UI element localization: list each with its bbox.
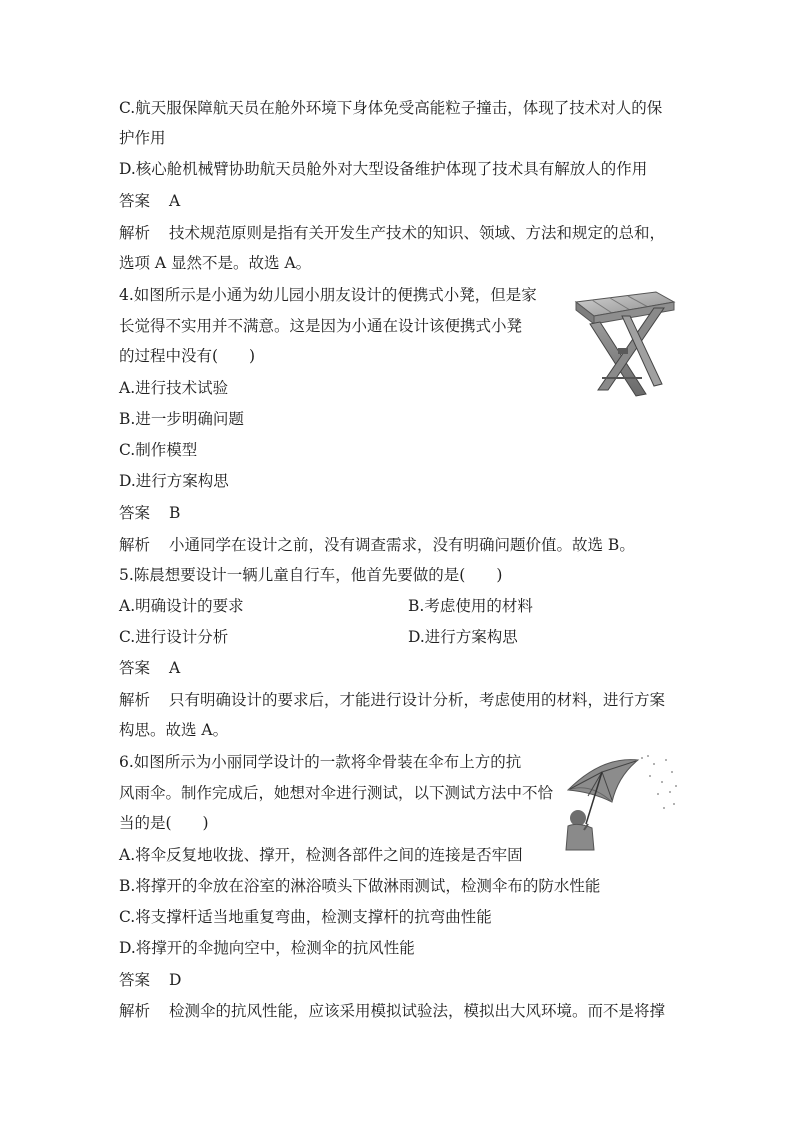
q3-option-d: D.核心舱机械臂协助航天员舱外对大型设备维护体现了技术具有解放人的作用 — [119, 160, 648, 178]
q4-option-c: C.制作模型 — [119, 441, 198, 459]
q4-answer — [119, 503, 180, 523]
q6-stem-line1: 6.如图所示为小丽同学设计的一款将伞骨装在伞布上方的抗 — [119, 753, 522, 771]
analysis-text: 检测伞的抗风性能，应该采用模拟试验法，模拟出大风环境。而不是将撑 — [169, 1002, 666, 1020]
q5-options-row1 — [119, 596, 679, 616]
q5-option-d: D.进行方案构思 — [408, 628, 518, 646]
umbrella-child-icon — [562, 752, 680, 852]
q5-answer — [119, 658, 180, 678]
q6-stem-line2: 风雨伞。制作完成后，她想对伞进行测试，以下测试方法中不恰 — [119, 784, 554, 802]
analysis-label: 解析 — [119, 224, 151, 242]
q4-stem-line2: 长觉得不实用并不满意。这是因为小通在设计该便携式小凳 — [119, 317, 523, 335]
q5-options-row2 — [119, 627, 679, 647]
answer-value: A — [169, 659, 181, 677]
q4-option-b: B.进一步明确问题 — [119, 410, 244, 428]
q6-stem-line3: 当的是( ) — [119, 814, 209, 832]
q5-option-a: A.明确设计的要求 — [119, 597, 244, 615]
q3-answer — [119, 191, 180, 211]
analysis-text: 小通同学在设计之前，没有调查需求，没有明确问题价值。故选 B。 — [169, 536, 635, 554]
q5-option-c: C.进行设计分析 — [119, 628, 229, 646]
q4-stem-line1: 4.如图所示是小通为幼儿园小朋友设计的便携式小凳，但是家 — [119, 286, 537, 304]
q3-option-c-line2: 护作用 — [119, 129, 166, 147]
q3-analysis-line2: 选项 A 显然不是。故选 A。 — [119, 254, 312, 272]
answer-value: D — [169, 971, 182, 989]
q6-answer — [119, 970, 181, 990]
analysis-label: 解析 — [119, 536, 151, 554]
answer-value: A — [169, 192, 181, 210]
q5-analysis-line1 — [119, 690, 665, 710]
analysis-label: 解析 — [119, 1002, 151, 1020]
q6-option-a: A.将伞反复地收拢、撑开，检测各部件之间的连接是否牢固 — [119, 846, 523, 864]
q5-stem: 5.陈晨想要设计一辆儿童自行车，他首先要做的是( ) — [119, 566, 503, 584]
analysis-text: 只有明确设计的要求后，才能进行设计分析，考虑使用的材料，进行方案 — [169, 691, 666, 709]
q6-option-d: D.将撑开的伞抛向空中，检测伞的抗风性能 — [119, 939, 415, 957]
answer-label: 答案 — [119, 659, 151, 677]
q6-option-b: B.将撑开的伞放在浴室的淋浴喷头下做淋雨测试，检测伞布的防水性能 — [119, 877, 601, 895]
answer-label: 答案 — [119, 192, 151, 210]
q4-option-a: A.进行技术试验 — [119, 379, 229, 397]
q4-stem-line3: 的过程中没有( ) — [119, 347, 256, 365]
q6-analysis — [119, 1001, 665, 1021]
q4-analysis — [119, 535, 635, 555]
analysis-text: 技术规范原则是指有关开发生产技术的知识、领域、方法和规定的总和， — [169, 224, 666, 242]
q4-option-d: D.进行方案构思 — [119, 472, 229, 490]
q5-analysis-line2: 构思。故选 A。 — [119, 721, 229, 739]
q5-option-b: B.考虑使用的材料 — [408, 597, 533, 615]
q3-option-c-line1: C.航天服保障航天员在舱外环境下身体免受高能粒子撞击，体现了技术对人的保 — [119, 99, 663, 117]
folding-stool-icon — [562, 286, 680, 402]
answer-label: 答案 — [119, 504, 151, 522]
analysis-label: 解析 — [119, 691, 151, 709]
q3-analysis-line1 — [119, 223, 665, 243]
q6-option-c: C.将支撑杆适当地重复弯曲，检测支撑杆的抗弯曲性能 — [119, 908, 492, 926]
answer-label: 答案 — [119, 971, 151, 989]
answer-value: B — [169, 504, 181, 522]
